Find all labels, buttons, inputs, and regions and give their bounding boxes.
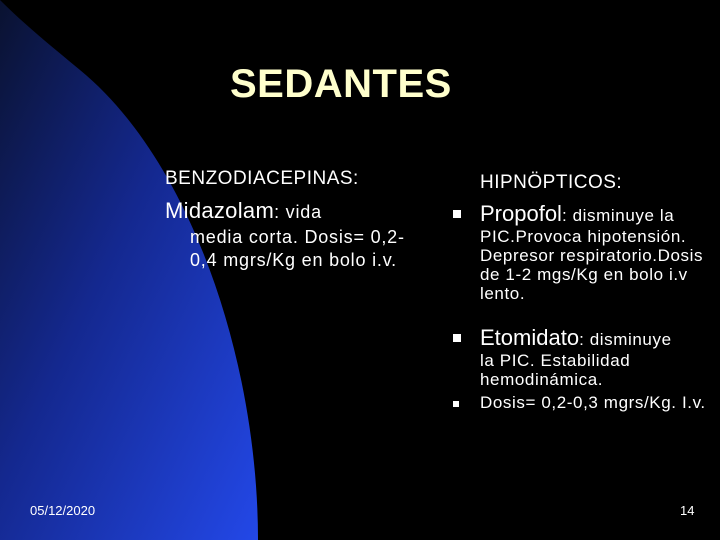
square-bullet-icon: [453, 334, 461, 342]
slide-title: SEDANTES: [230, 62, 452, 106]
list-item: [453, 201, 713, 303]
item-first-line: : vida: [274, 202, 322, 222]
item-first-line: : disminuye: [579, 330, 672, 349]
item-continuation: media corta. Dosis= 0,2-0,4 mgrs/Kg en bolo i.v.: [190, 227, 405, 270]
list-item: [165, 198, 415, 272]
square-bullet-icon: [453, 210, 461, 218]
left-column: [165, 168, 415, 272]
page-number: 14: [680, 503, 695, 518]
item-lead: Etomidato: [480, 325, 580, 350]
right-column: [453, 172, 713, 434]
item-lead: Propofol: [480, 201, 562, 226]
item-continuation: la PIC. Estabilidad hemodinámica.: [480, 351, 631, 389]
square-bullet-icon: [453, 401, 459, 407]
list-item: [453, 393, 713, 412]
right-heading: HIPNÖPTICOS:: [480, 172, 623, 193]
item-lead: Midazolam: [165, 198, 275, 223]
left-heading: BENZODIACEPINAS:: [165, 168, 359, 189]
item-first-line: Dosis= 0,2-0,3 mgrs/Kg. I.v.: [480, 393, 706, 412]
footer-date: 05/12/2020: [30, 503, 96, 518]
item-first-line: : disminuye la: [561, 206, 675, 225]
list-item: [453, 325, 713, 389]
item-continuation: PIC.Provoca hipotensión. Depresor respiratorio.Dosis de 1-2 mgs/Kg en bolo i.v lento.: [480, 227, 704, 303]
